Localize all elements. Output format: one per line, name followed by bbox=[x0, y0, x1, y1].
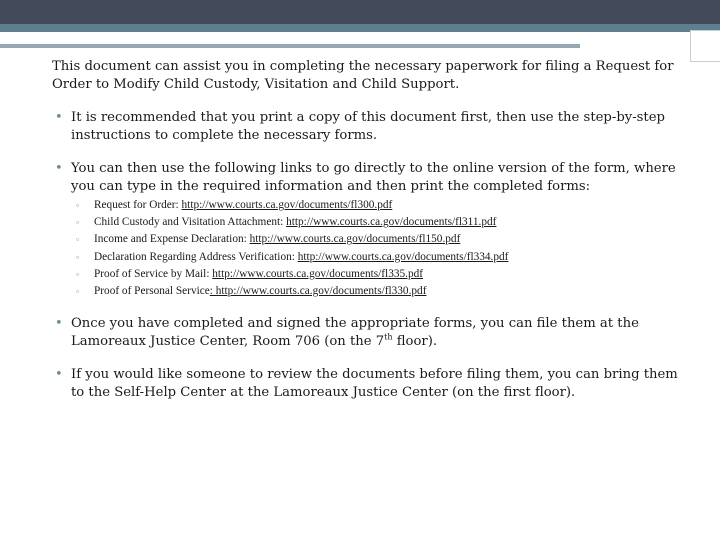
form-link-item bbox=[71, 249, 692, 266]
form-link-item bbox=[71, 214, 692, 231]
form-label: Child Custody and Visitation Attachment: bbox=[94, 216, 287, 229]
form-link[interactable]: http://www.courts.ca.gov/documents/fl334.pdf bbox=[297, 250, 509, 263]
header-accent-bar bbox=[0, 24, 720, 32]
form-link[interactable]: http://www.courts.ca.gov/documents/fl150.pdf bbox=[249, 233, 461, 246]
sub-bullet-icon: ▫ bbox=[76, 200, 80, 210]
form-label: Income and Expense Declaration: bbox=[94, 233, 250, 246]
form-link[interactable]: : http://www.courts.ca.gov/documents/fl330.pdf bbox=[209, 285, 427, 298]
slide-content bbox=[52, 58, 692, 417]
list-item bbox=[52, 315, 692, 351]
bullet-icon: • bbox=[55, 110, 63, 125]
sub-bullet-icon: ▫ bbox=[76, 234, 80, 245]
sub-bullet-icon: ▫ bbox=[76, 286, 80, 297]
corner-decoration bbox=[690, 30, 720, 62]
form-label: Proof of Service by Mail: bbox=[94, 267, 213, 280]
title-underline-bar bbox=[0, 44, 580, 48]
sub-bullet-icon: ▫ bbox=[76, 268, 80, 279]
form-label: Proof of Personal Service bbox=[94, 285, 210, 298]
bullet-icon: • bbox=[55, 161, 63, 176]
intro-paragraph: This document can assist you in completing the necessary paperwork for filing a Request for Order to Modify Child Custody, Visitation and Child Support. bbox=[52, 59, 674, 92]
bullet-text: If you would like someone to review the documents before filing them, you can bring them to the Self-Help Center at the Lamoreaux Justice Center (on the first floor). bbox=[71, 367, 678, 401]
filing-text-end: floor). bbox=[392, 334, 438, 350]
instructions-list bbox=[52, 109, 692, 402]
form-link-item bbox=[71, 231, 692, 248]
form-link-item bbox=[71, 197, 692, 214]
form-link[interactable]: http://www.courts.ca.gov/documents/fl335.pdf bbox=[212, 267, 424, 280]
form-label: Request for Order: bbox=[94, 199, 182, 211]
header-bar bbox=[0, 0, 720, 24]
form-link-item bbox=[71, 283, 692, 300]
form-links-list bbox=[71, 197, 692, 300]
list-item bbox=[52, 160, 692, 300]
form-link[interactable]: http://www.courts.ca.gov/documents/fl311.pdf bbox=[286, 216, 497, 229]
form-label: Declaration Regarding Address Verification: bbox=[94, 250, 298, 263]
form-link-item bbox=[71, 266, 692, 283]
ordinal-suffix: th bbox=[384, 332, 393, 342]
bullet-icon: • bbox=[55, 367, 63, 383]
form-link[interactable]: http://www.courts.ca.gov/documents/fl300.pdf bbox=[181, 199, 393, 211]
sub-bullet-icon: ▫ bbox=[76, 217, 80, 228]
list-item bbox=[52, 366, 692, 402]
sub-bullet-icon: ▫ bbox=[76, 251, 80, 262]
bullet-text: You can then use the following links to go directly to the online version of the form, where you can type in the required information and then print the completed forms: bbox=[71, 161, 676, 194]
list-item bbox=[52, 109, 692, 145]
bullet-icon: • bbox=[55, 316, 63, 332]
bullet-text: It is recommended that you print a copy of this document first, then use the step-by-step instructions to complete the necessary forms. bbox=[71, 110, 665, 143]
filing-text: Once you have completed and signed the appropriate forms, you can file them at the Lamoreaux Justice Center, Room 706 (on the 7 bbox=[71, 316, 639, 350]
